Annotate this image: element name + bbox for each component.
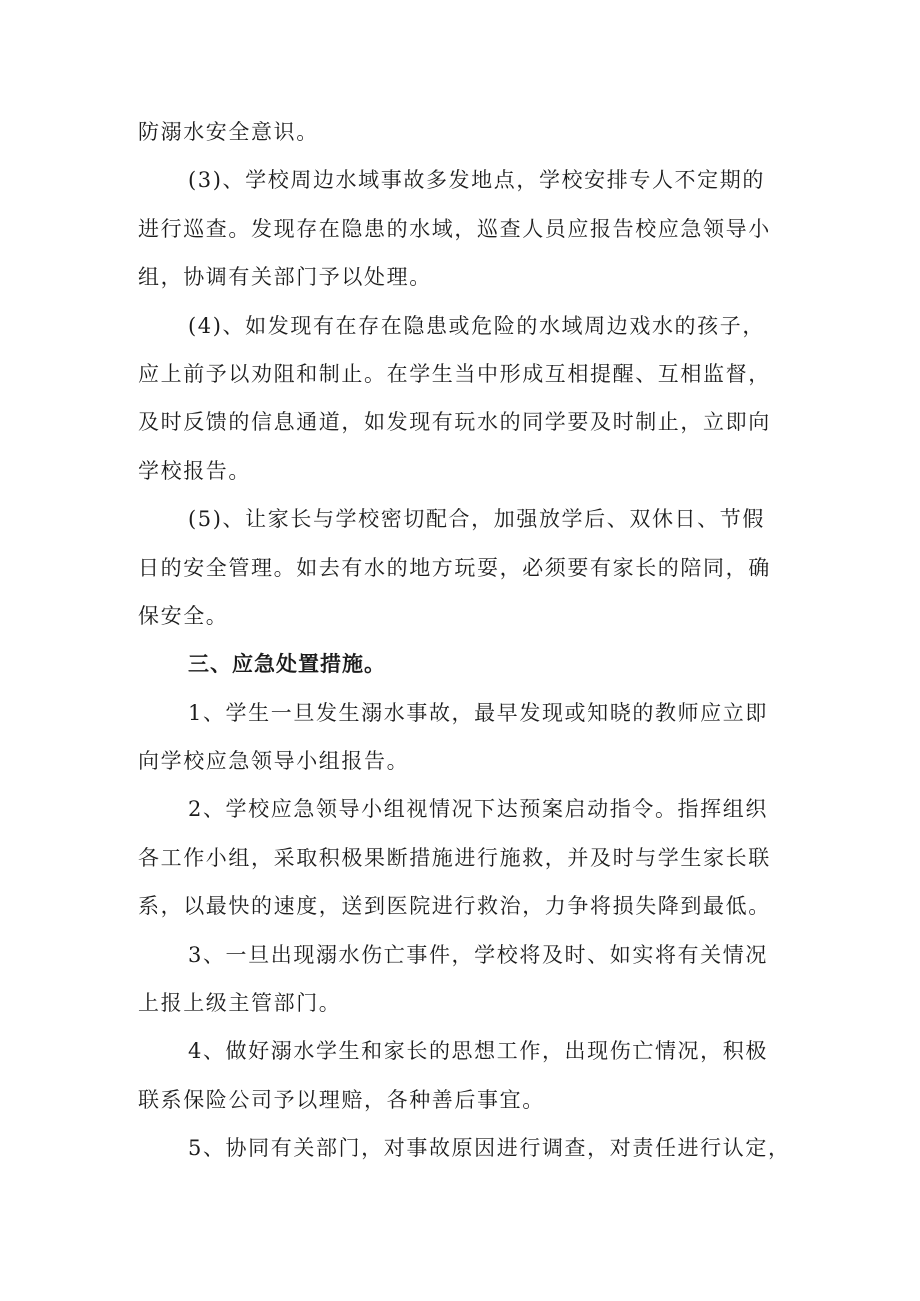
text-line: 防溺水安全意识。 [138, 120, 319, 144]
paragraph-item-3-start: (3)、学校周边水域事故多发地点，学校安排专人不定期的 [188, 168, 765, 193]
document-body [138, 108, 791, 1173]
paragraph-step-4-start: 4、做好溺水学生和家长的思想工作，出现伤亡情况，积极 [188, 1039, 768, 1064]
text-line: 学校报告。 [138, 458, 251, 483]
section-heading: 三、应急处置措施。 [188, 652, 386, 677]
text-line: 日的安全管理。如去有水的地方玩耍，必须要有家长的陪同，确 [138, 555, 771, 580]
text-line: 上报上级主管部门。 [138, 991, 342, 1016]
text-line: 及时反馈的信息通道，如发现有玩水的同学要及时制止，立即向 [138, 410, 771, 435]
text-line: 保安全。 [138, 603, 229, 628]
text-line: 组，协调有关部门予以处理。 [138, 265, 432, 290]
paragraph-step-3-start: 3、一旦出现溺水伤亡事件，学校将及时、如实将有关情况 [188, 942, 768, 967]
paragraph-step-1-start: 1、学生一旦发生溺水事故，最早发现或知晓的教师应立即 [188, 700, 768, 725]
text-line: 系，以最快的速度，送到医院进行救治，力争将损失降到最低。 [138, 894, 771, 919]
text-line: 向学校应急领导小组报告。 [138, 749, 410, 774]
text-line: 联系保险公司予以理赔，各种善后事宜。 [138, 1087, 545, 1112]
text-line: 应上前予以劝阻和制止。在学生当中形成互相提醒、互相监督， [138, 361, 771, 386]
paragraph-step-2-start: 2、学校应急领导小组视情况下达预案启动指令。指挥组织 [188, 797, 768, 822]
paragraph-step-5-start: 5、协同有关部门，对事故原因进行调查，对责任进行认定， [188, 1136, 791, 1161]
paragraph-item-4-start: (4)、如发现有在存在隐患或危险的水域周边戏水的孩子， [188, 313, 765, 338]
text-line: 进行巡查。发现存在隐患的水域，巡查人员应报告校应急领导小 [138, 216, 771, 241]
text-line: 各工作小组，采取积极果断措施进行施救，并及时与学生家长联 [138, 845, 771, 870]
paragraph-item-5-start: (5)、让家长与学校密切配合，加强放学后、双休日、节假 [188, 507, 765, 532]
